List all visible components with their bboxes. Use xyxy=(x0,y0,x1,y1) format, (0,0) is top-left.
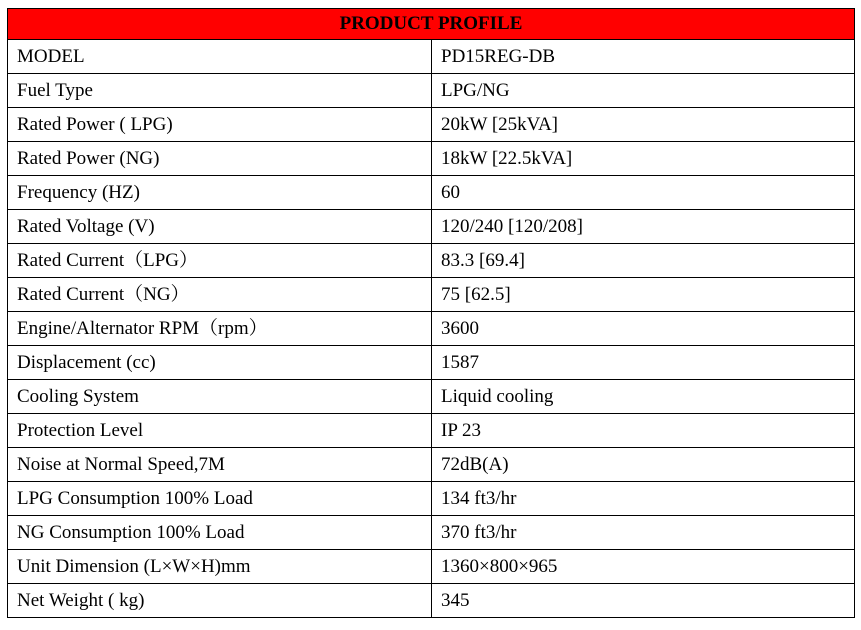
table-row xyxy=(8,244,855,278)
table-row xyxy=(8,142,855,176)
table-row xyxy=(8,380,855,414)
table-row xyxy=(8,482,855,516)
product-profile-table xyxy=(7,8,855,618)
spec-value: LPG/NG xyxy=(432,74,855,108)
table-row xyxy=(8,210,855,244)
spec-label: Noise at Normal Speed,7M xyxy=(8,448,432,482)
spec-value: 60 xyxy=(432,176,855,210)
spec-label: Net Weight ( kg) xyxy=(8,584,432,618)
table-row xyxy=(8,584,855,618)
spec-label: Engine/Alternator RPM（rpm） xyxy=(8,312,432,346)
spec-value: 18kW [22.5kVA] xyxy=(432,142,855,176)
spec-value: 83.3 [69.4] xyxy=(432,244,855,278)
spec-value: 345 xyxy=(432,584,855,618)
spec-label: Frequency (HZ) xyxy=(8,176,432,210)
spec-value: 370 ft3/hr xyxy=(432,516,855,550)
spec-value: 3600 xyxy=(432,312,855,346)
table-title: PRODUCT PROFILE xyxy=(8,9,855,40)
table-row xyxy=(8,312,855,346)
spec-value: PD15REG-DB xyxy=(432,40,855,74)
table-row xyxy=(8,40,855,74)
table-row xyxy=(8,346,855,380)
spec-value: 72dB(A) xyxy=(432,448,855,482)
spec-value: 120/240 [120/208] xyxy=(432,210,855,244)
spec-label: NG Consumption 100% Load xyxy=(8,516,432,550)
spec-label: Cooling System xyxy=(8,380,432,414)
spec-label: Displacement (cc) xyxy=(8,346,432,380)
table-row xyxy=(8,414,855,448)
spec-label: Unit Dimension (L×W×H)mm xyxy=(8,550,432,584)
spec-label: Protection Level xyxy=(8,414,432,448)
spec-value: IP 23 xyxy=(432,414,855,448)
table-row xyxy=(8,516,855,550)
spec-label: Rated Power ( LPG) xyxy=(8,108,432,142)
table-header-row xyxy=(8,9,855,40)
spec-label: Rated Current（LPG） xyxy=(8,244,432,278)
spec-value: 134 ft3/hr xyxy=(432,482,855,516)
spec-label: Rated Voltage (V) xyxy=(8,210,432,244)
spec-label: Rated Current（NG） xyxy=(8,278,432,312)
spec-label: Rated Power (NG) xyxy=(8,142,432,176)
spec-label: LPG Consumption 100% Load xyxy=(8,482,432,516)
spec-label: MODEL xyxy=(8,40,432,74)
table-row xyxy=(8,448,855,482)
product-profile-container xyxy=(7,8,854,618)
table-row xyxy=(8,550,855,584)
table-row xyxy=(8,278,855,312)
table-row xyxy=(8,176,855,210)
spec-value: Liquid cooling xyxy=(432,380,855,414)
table-row xyxy=(8,74,855,108)
spec-value: 1587 xyxy=(432,346,855,380)
spec-value: 75 [62.5] xyxy=(432,278,855,312)
spec-label: Fuel Type xyxy=(8,74,432,108)
table-row xyxy=(8,108,855,142)
spec-value: 20kW [25kVA] xyxy=(432,108,855,142)
spec-value: 1360×800×965 xyxy=(432,550,855,584)
